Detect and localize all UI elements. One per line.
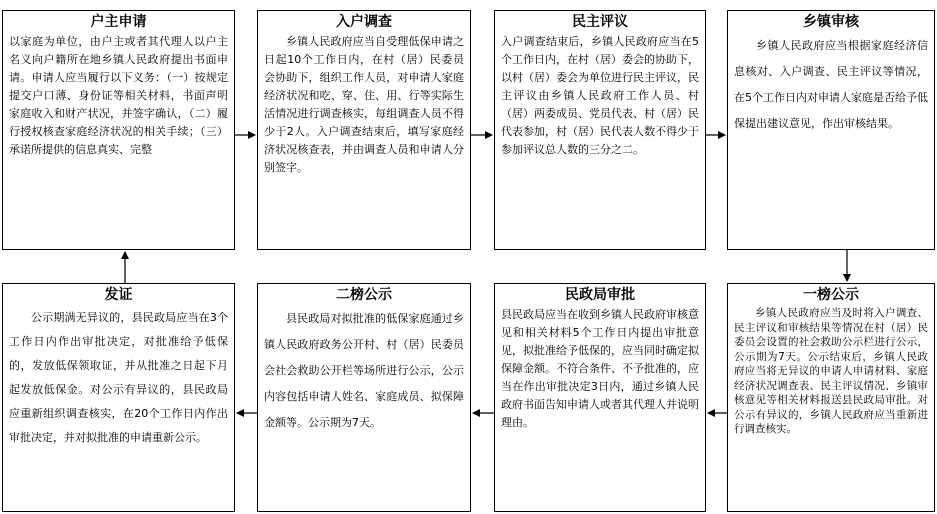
step-description: 公示期满无异议的，县民政局应当在3个工作日内作出审批决定，对批准给予低保的，发放低保领取证，并从批准之日起下月起发放低保金。对公示有异议的，县民政局应重新组织调查核实，在20个工作日内作出审批决定，并对拟批准的申请重新公示。 [9, 311, 228, 444]
step-title: 入户调查 [336, 14, 392, 30]
step-description: 县民政局应当在收到乡镇人民政府审核意见和相关材料5个工作日内提出审批意见，拟批准给予低保的，应当同时确定拟保障金额。不符合条件、不予批准的，应当在作出审批决定3日内，通过乡镇人民政府书面告知申请人或者其代理人并说明理由。 [501, 308, 699, 429]
step-description: 乡镇人民政府应当根据家庭经济信息核对、入户调查、民主评议等情况，在5个工作日内对申请人家庭是否给予低保提出建议意见，作出审核结果。 [734, 39, 928, 130]
step-title: 户主申请 [90, 14, 147, 30]
step-title: 民主评议 [572, 14, 628, 30]
step-title: 民政局审批 [565, 287, 635, 303]
step-description: 乡镇人民政府应当自受理低保申请之日起10个工作日内，在村（居）民委员会协助下，组织工作人员，对申请人家庭经济状况和吃、穿、住、用、行等实际生活情况进行调查核实，每组调查人员不得少于2人。入户调查结束后，填写家庭经济状况核查表，并由调查人员和申请人分别签字。 [264, 35, 464, 174]
step-title: 二榜公示 [336, 287, 392, 303]
step-title: 发证 [104, 287, 133, 303]
step-description: 县民政局对拟批准的低保家庭通过乡镇人民政府政务公开村、村（居）民委员会社会救助公开栏等场所进行公示，公示内容包括申请人姓名、家庭成员、拟保障金额等。公示期为7天。 [264, 312, 464, 429]
step-title: 乡镇审核 [803, 14, 859, 30]
step-description: 入户调查结束后，乡镇人民政府应当在5个工作日内，在村（居）委会的协助下，以村（居）委会为单位进行民主评议，民主评议由乡镇人民政府工作人员、村（居）两委成员、党员代表、村（居）民代表参加，村（居）民代表人数不得少于参加评议总人数的三分之二。 [501, 35, 699, 156]
step-title: 一榜公示 [803, 287, 859, 303]
step-description: 乡镇人民政府应当及时将入户调查、民主评议和审核结果等情况在村（居）民委员会设置的社会救助公示栏进行公示，公示期为7天。公示结束后，乡镇人民政府应当将无异议的申请人申请材料、家庭经济状况调查表、民主评议情况、乡镇审核意见等相关材料报送县民政局审批。对公示有异议的，乡镇人民政府应当重新进行调查核实。 [734, 307, 928, 435]
step-description: 以家庭为单位，由户主或者其代理人以户主名义向户籍所在地乡镇人民政府提出书面申请。申请人应当履行以下义务：（一）按规定提交户口薄、身份证等相关材料，书面声明家庭收入和财产状况，并签字确认，（二）履行授权核查家庭经济状况的相关手续；（三）承诺所提供的信息真实、完整 [9, 35, 228, 156]
